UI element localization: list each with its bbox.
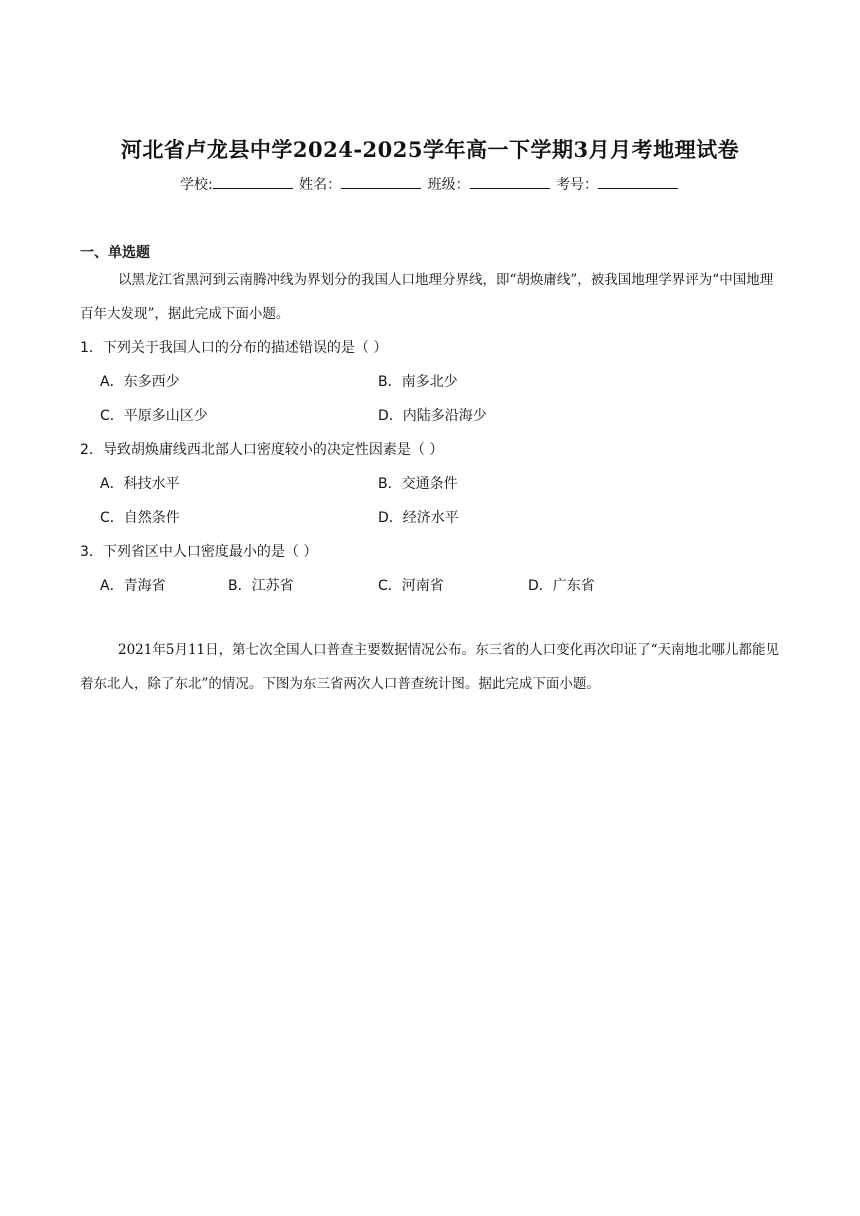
question-2-option-b[interactable]: B．交通条件 [378,476,458,492]
id-label: 考号： [556,177,599,193]
question-1-stem: 1．下列关于我国人口的分布的描述错误的是（ ） [80,340,388,356]
question-3-stem: 3．下列省区中人口密度最小的是（ ） [80,544,318,560]
passage-2: 2021年5月11日，第七次全国人口普查主要数据情况公布。东三省的人口变化再次印证了“天南地北哪儿都能见着东北人，除了东北”的情况。下图为东三省两次人口普查统计图。据此完成下面小题。 [80,642,780,692]
question-3-option-c[interactable]: C．河南省 [378,578,444,594]
name-blank[interactable] [341,174,421,189]
question-2-stem: 2．导致胡焕庸线西北部人口密度较小的决定性因素是（ ） [80,442,444,458]
question-1-option-b[interactable]: B．南多北少 [378,374,458,390]
question-1-option-c[interactable]: C．平原多山区少 [100,408,208,424]
school-blank[interactable] [213,174,293,189]
class-blank[interactable] [470,174,550,189]
class-label: 班级： [427,177,470,193]
student-info-line [0,174,860,194]
name-label: 姓名： [299,177,342,193]
question-3-option-a[interactable]: A．青海省 [100,578,166,594]
question-1-option-a[interactable]: A．东多西少 [100,374,180,390]
question-2-option-c[interactable]: C．自然条件 [100,510,180,526]
question-3-option-d[interactable]: D．广东省 [528,578,595,594]
section-heading: 一、单选题 [80,245,150,261]
exam-title: 河北省卢龙县中学2024-2025学年高一下学期3月月考地理试卷 [120,137,740,162]
id-blank[interactable] [598,174,678,189]
question-2-option-d[interactable]: D．经济水平 [378,510,459,526]
question-3-option-b[interactable]: B．江苏省 [228,578,294,594]
question-2-option-a[interactable]: A．科技水平 [100,476,180,492]
school-label: 学校: [179,177,213,193]
question-1-option-d[interactable]: D．内陆多沿海少 [378,408,487,424]
passage-1: 以黑龙江省黑河到云南腾冲线为界划分的我国人口地理分界线，即“胡焕庸线”，被我国地理学界评为“中国地理百年大发现”，据此完成下面小题。 [80,272,774,322]
